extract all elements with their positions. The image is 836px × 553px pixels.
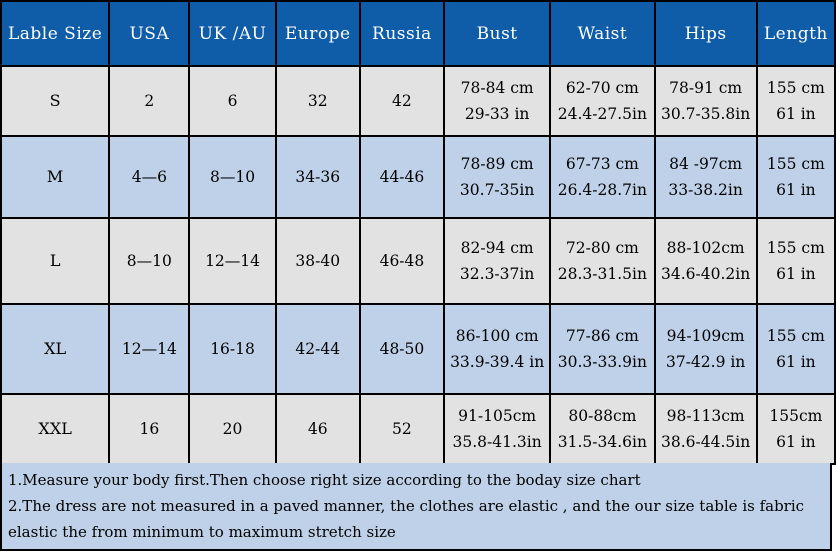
- cell-bust: [444, 66, 550, 136]
- length-cm: 155cm: [769, 407, 823, 425]
- cell-length: [757, 66, 835, 136]
- hips-cm: 84 -97cm: [669, 155, 743, 173]
- waist-cm: 77-86 cm: [565, 327, 639, 345]
- waist-cm: 62-70 cm: [565, 79, 639, 97]
- waist-cm: 80-88cm: [568, 407, 637, 425]
- waist-cm: 72-80 cm: [565, 239, 639, 257]
- length-in: 61 in: [776, 105, 816, 123]
- bust-in: 32.3-37in: [459, 265, 535, 283]
- cell-waist: [550, 394, 654, 464]
- bust-in: 35.8-41.3in: [452, 433, 542, 451]
- hips-cm: 78-91 cm: [669, 79, 743, 97]
- cell-usa: 2: [109, 66, 189, 136]
- header-usa: USA: [109, 1, 189, 66]
- cell-size: L: [1, 218, 109, 304]
- cell-usa: 12—14: [109, 304, 189, 394]
- hips-in: 38.6-44.5in: [661, 433, 751, 451]
- bust-cm: 78-84 cm: [460, 79, 534, 97]
- cell-uk: 6: [189, 66, 275, 136]
- cell-size: M: [1, 136, 109, 218]
- waist-in: 31.5-34.6in: [557, 433, 647, 451]
- cell-europe: 32: [276, 66, 360, 136]
- cell-size: S: [1, 66, 109, 136]
- cell-europe: 42-44: [276, 304, 360, 394]
- note-measure: 1.Measure your body first.Then choose right size according to the boday size chart: [8, 471, 641, 489]
- table-row: [1, 218, 835, 304]
- cell-russia: 44-46: [360, 136, 444, 218]
- hips-cm: 88-102cm: [666, 239, 745, 257]
- note-elastic: 2.The dress are not measured in a paved manner, the clothes are elastic , and the our size table is fabric elastic the from minimum to maximum stretch size: [8, 497, 805, 541]
- cell-uk: 8—10: [189, 136, 275, 218]
- cell-bust: [444, 394, 550, 464]
- cell-europe: 46: [276, 394, 360, 464]
- hips-cm: 94-109cm: [666, 327, 745, 345]
- cell-europe: 38-40: [276, 218, 360, 304]
- waist-in: 26.4-28.7in: [557, 181, 647, 199]
- table-row: [1, 394, 835, 464]
- header-bust: Bust: [444, 1, 550, 66]
- bust-in: 29-33 in: [464, 105, 530, 123]
- hips-in: 30.7-35.8in: [661, 105, 751, 123]
- table-row: [1, 136, 835, 218]
- cell-hips: [655, 218, 757, 304]
- cell-size: XL: [1, 304, 109, 394]
- cell-usa: 8—10: [109, 218, 189, 304]
- cell-russia: 46-48: [360, 218, 444, 304]
- length-cm: 155 cm: [766, 239, 825, 257]
- header-uk-au: UK /AU: [189, 1, 275, 66]
- cell-uk: 12—14: [189, 218, 275, 304]
- cell-bust: [444, 304, 550, 394]
- cell-usa: 4—6: [109, 136, 189, 218]
- bust-cm: 91-105cm: [458, 407, 537, 425]
- header-russia: Russia: [360, 1, 444, 66]
- table-row: [1, 304, 835, 394]
- cell-size: XXL: [1, 394, 109, 464]
- header-waist: Waist: [550, 1, 654, 66]
- hips-in: 34.6-40.2in: [661, 265, 751, 283]
- header-length: Length: [757, 1, 835, 66]
- cell-waist: [550, 304, 654, 394]
- cell-hips: [655, 136, 757, 218]
- length-cm: 155 cm: [766, 79, 825, 97]
- cell-waist: [550, 136, 654, 218]
- length-cm: 155 cm: [766, 155, 825, 173]
- bust-cm: 82-94 cm: [460, 239, 534, 257]
- length-in: 61 in: [776, 353, 816, 371]
- cell-hips: [655, 304, 757, 394]
- length-in: 61 in: [776, 433, 816, 451]
- length-in: 61 in: [776, 181, 816, 199]
- waist-in: 28.3-31.5in: [557, 265, 647, 283]
- bust-cm: 78-89 cm: [460, 155, 534, 173]
- header-row: [1, 1, 835, 66]
- length-cm: 155 cm: [766, 327, 825, 345]
- cell-waist: [550, 66, 654, 136]
- bust-in: 30.7-35in: [459, 181, 535, 199]
- bust-cm: 86-100 cm: [455, 327, 539, 345]
- length-in: 61 in: [776, 265, 816, 283]
- waist-in: 30.3-33.9in: [557, 353, 647, 371]
- cell-waist: [550, 218, 654, 304]
- cell-uk: 20: [189, 394, 275, 464]
- cell-bust: [444, 136, 550, 218]
- cell-russia: 42: [360, 66, 444, 136]
- cell-europe: 34-36: [276, 136, 360, 218]
- cell-russia: 52: [360, 394, 444, 464]
- table-row: [1, 66, 835, 136]
- cell-usa: 16: [109, 394, 189, 464]
- cell-hips: [655, 394, 757, 464]
- cell-length: [757, 136, 835, 218]
- header-europe: Europe: [276, 1, 360, 66]
- header-label-size: Lable Size: [1, 1, 109, 66]
- hips-in: 33-38.2in: [668, 181, 743, 199]
- waist-in: 24.4-27.5in: [557, 105, 647, 123]
- cell-russia: 48-50: [360, 304, 444, 394]
- hips-in: 37-42.9 in: [665, 353, 746, 371]
- cell-bust: [444, 218, 550, 304]
- size-notes: [0, 463, 832, 551]
- cell-hips: [655, 66, 757, 136]
- hips-cm: 98-113cm: [666, 407, 745, 425]
- header-hips: Hips: [655, 1, 757, 66]
- cell-uk: 16-18: [189, 304, 275, 394]
- cell-length: [757, 304, 835, 394]
- cell-length: [757, 218, 835, 304]
- waist-cm: 67-73 cm: [565, 155, 639, 173]
- cell-length: [757, 394, 835, 464]
- bust-in: 33.9-39.4 in: [450, 353, 545, 371]
